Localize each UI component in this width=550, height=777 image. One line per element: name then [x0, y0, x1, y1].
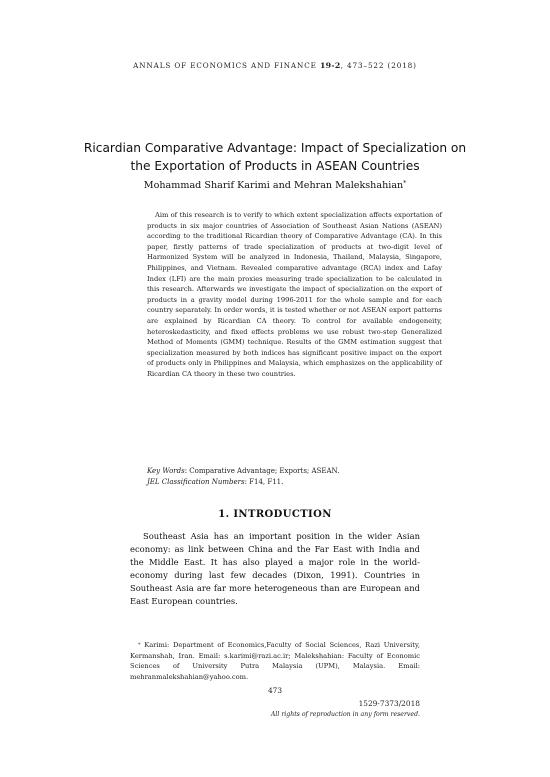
rights-notice: All rights of reproduction in any form reserved.: [270, 711, 420, 718]
keywords-line: [147, 466, 447, 477]
jel-value: : F14, F11.: [244, 478, 284, 486]
jel-line: [147, 477, 447, 488]
author-line: [0, 180, 550, 191]
journal-volume: 19-2: [319, 61, 341, 70]
jel-label: JEL Classification Numbers: [147, 478, 245, 486]
journal-name: ANNALS OF ECONOMICS AND FINANCE: [133, 61, 317, 70]
footnote-text: Karimi: Department of Economics,Faculty of Social Sciences, Razi University, Kermanshah, Iran. Email: s.karimi@razi.ac.ir; Malekshahian: Faculty of Economic Sciences of University Putra Malaysia (UPM), Malaysia. Email: mehranmalekshahian@yahoo.com.: [130, 641, 420, 681]
footnote: [130, 640, 420, 682]
journal-header: [0, 61, 550, 70]
author-names: Mohammad Sharif Karimi and Mehran Malekshahian: [143, 180, 404, 191]
keywords-value: : Comparative Advantage; Exports; ASEAN.: [184, 467, 340, 475]
paper-title: Ricardian Comparative Advantage: Impact of Specialization on the Exportation of Products in ASEAN Countries: [83, 141, 467, 173]
keywords-block: [147, 466, 447, 488]
keywords-label: Key Words: [147, 467, 185, 475]
section-heading: 1. INTRODUCTION: [218, 509, 332, 520]
issn: 1529-7373/2018: [358, 699, 420, 708]
page-number: 473: [267, 686, 283, 695]
abstract: Aim of this research is to verify to which extent specialization affects exportation of products in six major countries of Association of Southeast Asian Nations (ASEAN) according to the traditional Ricardian theory of Comparative Advantage (CA). In this paper, firstly patterns of trade specialization of products at two-digit level of Harmonized System will be analyzed in Indonesia, Thailand, Malaysia, Singapore, Philippines, and Vietnam. Revealed comparative advantage (RCA) index and Lafay Index (LFI) are the main proxies measuring trade specialization to be calculated in this research. Afterwards we investigate the impact of specialization on the export of products in a gravity model during 1996-2011 for the whole sample and for each country separately. In order words, it is tested whether or not ASEAN export patterns are explained by Ricardian CA theory. To control for available endogeneity, heteroskedasticity, and fixed effects problems we use robust two-step Generalized Method of Moments (GMM) technique. Results of the GMM estimation suggest that specialization measured by both indices has significant positive impact on the export of products only in Philippines and Malaysia, which emphasizes on the applicability of Ricardian CA theory in these two countries.: [147, 211, 442, 378]
section-body: Southeast Asia has an important position in the wider Asian economy: as link between China and the Far East with India and the Middle East. It has also played a major role in the world-economy during last few decades (Dixon, 1991). Countries in Southeast Asia are far more heterogeneous than are European and East European countries.: [130, 531, 420, 606]
footnote-mark: *: [138, 642, 141, 648]
journal-pages: , 473–522 (2018): [340, 61, 417, 70]
author-footnote-mark: *: [403, 180, 407, 187]
